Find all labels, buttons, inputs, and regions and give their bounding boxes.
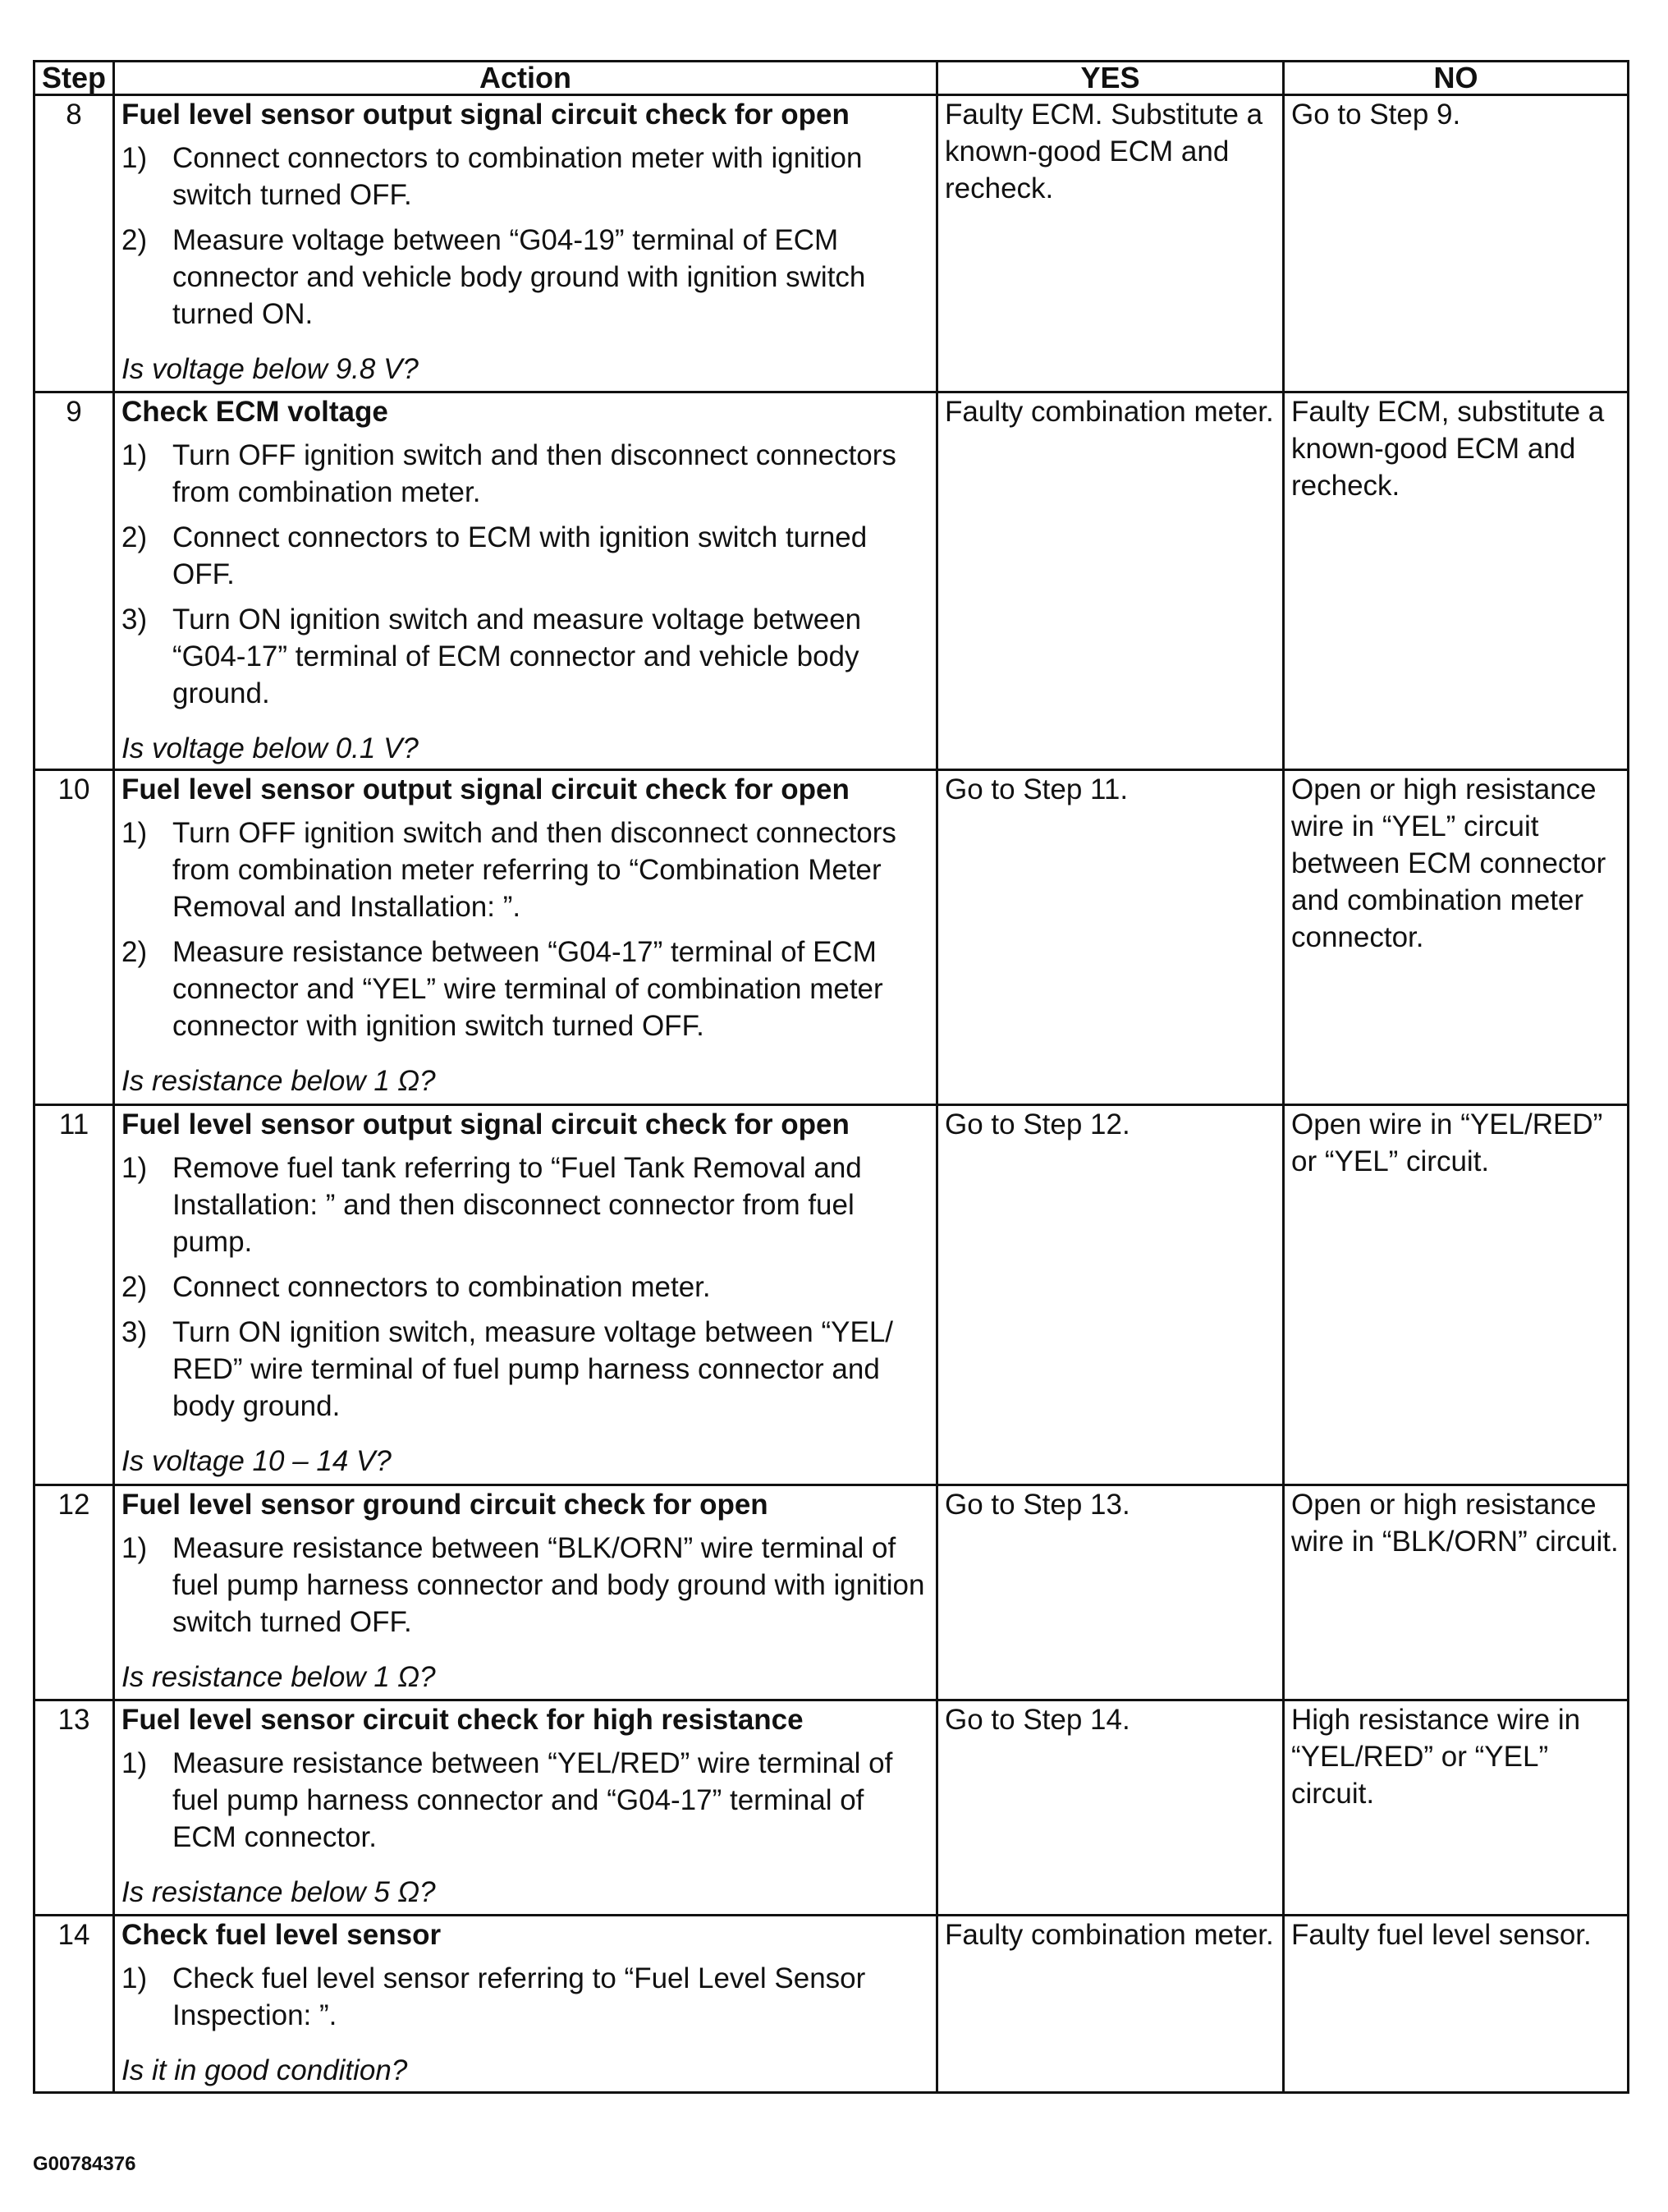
figure-id: G00784376 — [33, 2153, 136, 2175]
no-result: Faulty ECM, substitute a known-good ECM and recheck. — [1284, 392, 1629, 770]
action-title: Fuel level sensor ground circuit check for open — [121, 1489, 768, 1521]
yes-result: Faulty ECM. Substitute a known-good ECM and recheck. — [937, 95, 1284, 392]
table-row — [34, 1700, 1629, 1916]
step-number: 11 — [34, 1105, 114, 1485]
action-steps-list — [121, 1530, 929, 1641]
step-number: 13 — [34, 1700, 114, 1916]
action-steps-list — [121, 1745, 929, 1856]
action-cell — [114, 392, 937, 770]
action-step-text: Measure resistance between “G04-17” terminal of ECM connector and “YEL” wire terminal of combination meter connector with ignition switch turned OFF. — [172, 936, 883, 1042]
action-step-number: 2) — [121, 521, 148, 553]
action-question: Is voltage 10 – 14 V? — [121, 1445, 392, 1477]
action-title: Fuel level sensor output signal circuit check for open — [121, 773, 850, 805]
action-step-text: Measure voltage between “G04-19” terminal of ECM connector and vehicle body ground with ignition switch turned ON. — [172, 224, 866, 330]
action-step-item — [121, 1530, 929, 1641]
action-cell — [114, 1105, 937, 1485]
action-step-number: 3) — [121, 603, 148, 636]
action-step-number: 1) — [121, 1747, 148, 1779]
action-title: Check fuel level sensor — [121, 1919, 442, 1951]
action-step-number: 3) — [121, 1316, 148, 1348]
action-cell — [114, 1485, 937, 1700]
action-step-text: Turn ON ignition switch, measure voltage between “YEL/ RED” wire terminal of fuel pump harness connector and body ground. — [172, 1316, 894, 1422]
table-row — [34, 392, 1629, 770]
action-step-number: 1) — [121, 817, 148, 849]
action-question: Is it in good condition? — [121, 2054, 408, 2086]
table-row — [34, 1916, 1629, 2093]
step-number: 9 — [34, 392, 114, 770]
table-row — [34, 770, 1629, 1105]
yes-result: Faulty combination meter. — [937, 1916, 1284, 2093]
action-step-number: 1) — [121, 142, 148, 174]
action-title: Check ECM voltage — [121, 396, 388, 428]
action-step-item — [121, 1269, 929, 1306]
table-body — [34, 95, 1629, 2093]
step-number: 10 — [34, 770, 114, 1105]
no-result: Go to Step 9. — [1284, 95, 1629, 392]
action-steps-list — [121, 1960, 929, 2034]
no-result: Open or high resistance wire in “YEL” circuit between ECM connector and combination meter connector. — [1284, 770, 1629, 1105]
yes-result: Go to Step 12. — [937, 1105, 1284, 1485]
action-question: Is voltage below 0.1 V? — [121, 732, 419, 764]
action-step-text: Check fuel level sensor referring to “Fuel Level Sensor Inspection: ”. — [172, 1962, 866, 2031]
action-cell — [114, 1700, 937, 1916]
action-step-text: Turn OFF ignition switch and then disconnect connectors from combination meter referring to “Combination Meter Removal and Installation: ”. — [172, 817, 896, 923]
action-step-item — [121, 815, 929, 925]
action-step-text: Connect connectors to combination meter with ignition switch turned OFF. — [172, 142, 863, 211]
action-title: Fuel level sensor circuit check for high resistance — [121, 1704, 804, 1736]
action-steps-list — [121, 815, 929, 1044]
action-step-number: 2) — [121, 936, 148, 968]
yes-result: Go to Step 11. — [937, 770, 1284, 1105]
action-step-number: 1) — [121, 1532, 148, 1564]
action-step-item — [121, 1314, 929, 1425]
action-step-number: 2) — [121, 224, 148, 256]
action-step-text: Measure resistance between “BLK/ORN” wire terminal of fuel pump harness connector and body ground with ignition switch turned OFF. — [172, 1532, 925, 1638]
action-cell — [114, 95, 937, 392]
action-step-number: 2) — [121, 1271, 148, 1303]
table-header-row — [34, 62, 1629, 95]
no-result: Open wire in “YEL/RED” or “YEL” circuit. — [1284, 1105, 1629, 1485]
table-row — [34, 95, 1629, 392]
yes-result: Go to Step 14. — [937, 1700, 1284, 1916]
header-step: Step — [34, 62, 114, 95]
step-number: 12 — [34, 1485, 114, 1700]
action-step-text: Remove fuel tank referring to “Fuel Tank Removal and Installation: ” and then disconnect connector from fuel pump. — [172, 1152, 862, 1258]
step-number: 8 — [34, 95, 114, 392]
action-step-number: 1) — [121, 1962, 148, 1994]
diagnostic-table — [33, 60, 1629, 2094]
action-step-text: Turn OFF ignition switch and then disconnect connectors from combination meter. — [172, 439, 896, 508]
action-step-text: Measure resistance between “YEL/RED” wire terminal of fuel pump harness connector and “G04-17” terminal of ECM connector. — [172, 1747, 893, 1853]
header-no: NO — [1284, 62, 1629, 95]
no-result: Faulty fuel level sensor. — [1284, 1916, 1629, 2093]
action-question: Is resistance below 1 Ω? — [121, 1661, 436, 1693]
action-title: Fuel level sensor output signal circuit check for open — [121, 99, 850, 131]
action-step-item — [121, 519, 929, 593]
action-step-number: 1) — [121, 439, 148, 471]
action-step-text: Turn ON ignition switch and measure voltage between “G04-17” terminal of ECM connector and vehicle body ground. — [172, 603, 862, 709]
header-action: Action — [114, 62, 937, 95]
step-number: 14 — [34, 1916, 114, 2093]
action-question: Is voltage below 9.8 V? — [121, 353, 419, 385]
diagnostic-table-container — [33, 60, 1627, 2094]
action-steps-list — [121, 1150, 929, 1425]
action-step-text: Connect connectors to combination meter. — [172, 1271, 711, 1303]
action-step-item — [121, 222, 929, 333]
action-steps-list — [121, 140, 929, 333]
action-step-item — [121, 1150, 929, 1260]
action-step-item — [121, 934, 929, 1044]
action-step-item — [121, 437, 929, 511]
table-row — [34, 1485, 1629, 1700]
no-result: Open or high resistance wire in “BLK/ORN” circuit. — [1284, 1485, 1629, 1700]
action-question: Is resistance below 1 Ω? — [121, 1065, 436, 1097]
yes-result: Go to Step 13. — [937, 1485, 1284, 1700]
action-step-text: Connect connectors to ECM with ignition switch turned OFF. — [172, 521, 868, 590]
yes-result: Faulty combination meter. — [937, 392, 1284, 770]
action-cell — [114, 1916, 937, 2093]
action-title: Fuel level sensor output signal circuit check for open — [121, 1108, 850, 1140]
action-step-item — [121, 140, 929, 213]
action-cell — [114, 770, 937, 1105]
no-result: High resistance wire in “YEL/RED” or “YEL” circuit. — [1284, 1700, 1629, 1916]
header-yes: YES — [937, 62, 1284, 95]
action-step-number: 1) — [121, 1152, 148, 1184]
action-step-item — [121, 1745, 929, 1856]
action-steps-list — [121, 437, 929, 712]
table-row — [34, 1105, 1629, 1485]
action-step-item — [121, 601, 929, 712]
action-step-item — [121, 1960, 929, 2034]
action-question: Is resistance below 5 Ω? — [121, 1876, 436, 1908]
